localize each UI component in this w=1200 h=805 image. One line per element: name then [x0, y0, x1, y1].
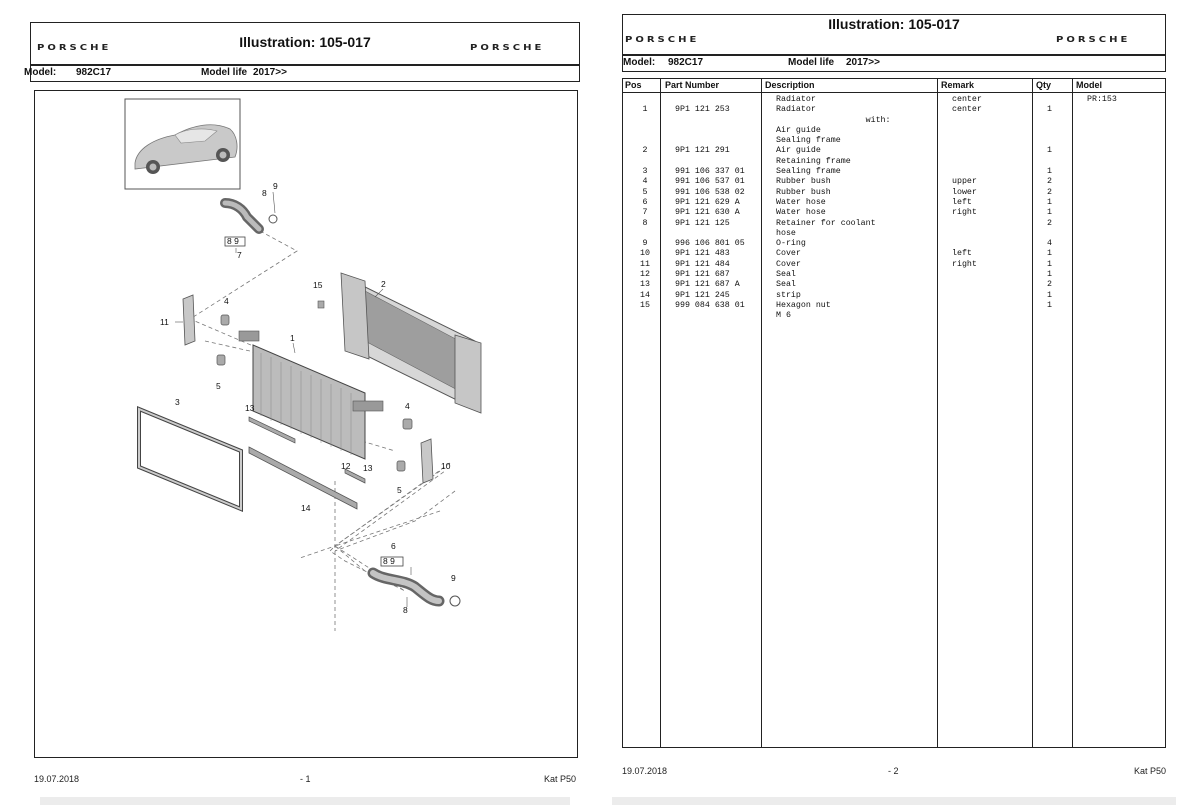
callout-10: 10	[441, 461, 451, 471]
table-body	[623, 95, 1165, 322]
table-row	[623, 146, 1165, 156]
car-thumbnail	[125, 99, 240, 189]
cell-pos: 6	[642, 197, 648, 207]
callout-9b: 9	[451, 573, 456, 583]
table-row	[623, 260, 1165, 270]
footer-date: 19.07.2018	[34, 774, 80, 784]
callout-12: 12	[341, 461, 351, 471]
callout-14: 14	[301, 503, 311, 513]
cell-pos: 5	[642, 187, 648, 197]
cell-description: hose	[776, 228, 796, 238]
callout-7: 7	[237, 250, 242, 260]
table-row	[623, 311, 1165, 321]
illustration-frame	[34, 90, 578, 758]
callout-5b: 5	[397, 485, 402, 495]
parts-list-page	[610, 8, 1178, 798]
callout-8b: 8	[403, 605, 408, 615]
cell-qty: 1	[1047, 249, 1052, 259]
water-hose-left	[373, 573, 460, 606]
callout-box-8-9-b: 8 9	[383, 556, 395, 566]
table-row	[623, 249, 1165, 259]
callout-4b: 4	[405, 401, 410, 411]
model-value: 982C17	[76, 67, 112, 78]
cell-qty: 4	[1047, 239, 1052, 249]
callout-13b: 13	[363, 463, 373, 473]
page-header	[622, 14, 1166, 72]
cell-pos: 15	[640, 300, 650, 310]
table-row	[623, 177, 1165, 187]
model-life-label: Model life	[788, 57, 835, 68]
table-row	[623, 219, 1165, 229]
cell-remark: left	[952, 249, 972, 259]
cell-qty: 1	[1047, 197, 1052, 207]
cell-pos: 9	[642, 239, 648, 249]
callout-6: 6	[391, 541, 396, 551]
cell-part-number: 9P1 121 125	[675, 218, 730, 228]
cell-qty: 1	[1047, 146, 1052, 156]
callout-15: 15	[313, 280, 323, 290]
cell-part-number: 9P1 121 483	[675, 249, 730, 259]
cell-part-number: 996 106 801 05	[675, 239, 745, 249]
cell-description: Radiator	[776, 95, 816, 104]
brand-logo-left: PORSCHE	[625, 35, 700, 44]
footer-catalog: Kat P50	[543, 774, 576, 784]
parts-diagram	[35, 91, 579, 759]
cell-pos: 1	[642, 105, 648, 115]
cell-part-number: 999 084 638 01	[675, 300, 745, 310]
cell-remark: upper	[952, 177, 977, 187]
callout-3: 3	[175, 397, 180, 407]
cell-qty: 1	[1047, 167, 1052, 177]
cell-part-number: 9P1 121 484	[675, 259, 730, 269]
cell-part-number: 991 106 337 01	[675, 167, 745, 177]
callout-1: 1	[290, 333, 295, 343]
col-part-number: Part Number	[665, 80, 720, 90]
cell-description: Air guide	[776, 125, 821, 135]
callout-5: 5	[216, 381, 221, 391]
cell-pos: 3	[642, 167, 648, 177]
footer-page-number: - 1	[300, 774, 311, 784]
water-hose-right	[225, 203, 277, 229]
cell-remark: center	[952, 95, 982, 104]
cell-pos: 12	[640, 270, 650, 280]
callout-11: 11	[160, 317, 169, 327]
cell-remark: right	[952, 208, 977, 218]
cell-part-number: 9P1 121 253	[675, 105, 730, 115]
col-description: Description	[765, 80, 815, 90]
cell-description: M 6	[776, 311, 791, 321]
cell-description: Rubber bush	[776, 187, 831, 197]
table-row	[623, 239, 1165, 249]
footer-page-number: - 2	[888, 766, 899, 776]
cell-pos: 14	[640, 290, 650, 300]
cell-pos: 2	[642, 146, 648, 156]
cell-qty: 1	[1047, 300, 1052, 310]
cover-right	[183, 295, 195, 345]
cell-pos: 11	[640, 259, 650, 269]
cell-description: Seal	[776, 280, 796, 290]
col-qty: Qty	[1036, 80, 1052, 90]
cell-qty: 1	[1047, 208, 1052, 218]
cell-part-number: 9P1 121 245	[675, 290, 730, 300]
table-row	[623, 126, 1165, 136]
col-remark: Remark	[941, 80, 975, 90]
model-label: Model:	[623, 57, 656, 68]
model-label: Model:	[24, 67, 57, 78]
cell-remark: center	[952, 105, 982, 115]
cell-description: Sealing frame	[776, 167, 841, 177]
callout-2: 2	[381, 279, 386, 289]
cell-pos: 4	[642, 177, 648, 187]
page-shadow	[612, 797, 1176, 805]
table-header	[623, 79, 1165, 93]
cell-description: Retaining frame	[776, 156, 851, 166]
cover-left	[421, 439, 433, 483]
model-line	[623, 54, 1165, 71]
table-row	[623, 229, 1165, 239]
table-row	[623, 208, 1165, 218]
cell-qty: 2	[1047, 187, 1052, 197]
illustration-page	[22, 8, 588, 798]
callout-8: 8	[262, 188, 267, 198]
cell-qty: 2	[1047, 218, 1052, 228]
cell-remark: left	[952, 197, 972, 207]
cell-description: Air guide	[776, 146, 821, 156]
cell-model: PR:153	[1087, 95, 1117, 104]
table-row	[623, 280, 1165, 290]
cell-pos: 7	[642, 208, 648, 218]
cell-remark: lower	[952, 187, 977, 197]
parts-table	[622, 78, 1166, 748]
cell-part-number: 9P1 121 630 A	[675, 208, 740, 218]
brand-logo-right: PORSCHE	[1055, 35, 1130, 44]
cell-description: strip	[776, 290, 801, 300]
sealing-frame	[139, 409, 241, 509]
cell-description: Sealing frame	[776, 136, 841, 146]
model-life-label: Model life	[201, 67, 248, 78]
cell-remark: right	[952, 259, 977, 269]
cell-part-number: 991 106 538 02	[675, 187, 745, 197]
page-title: Illustration: 105-017	[239, 34, 371, 50]
cell-pos: 13	[640, 280, 650, 290]
callout-9: 9	[273, 181, 278, 191]
cell-description: Water hose	[776, 208, 826, 218]
model-life-value: 2017>>	[253, 67, 287, 78]
table-row	[623, 301, 1165, 311]
table-row	[623, 116, 1165, 126]
cell-description: Cover	[776, 259, 801, 269]
cell-part-number: 991 106 537 01	[675, 177, 745, 187]
model-value: 982C17	[668, 57, 704, 68]
cell-description: Retainer for coolant	[776, 218, 876, 228]
table-row	[623, 95, 1165, 105]
cell-qty: 2	[1047, 177, 1052, 187]
cell-part-number: 9P1 121 291	[675, 146, 730, 156]
cell-qty: 1	[1047, 105, 1052, 115]
cell-pos: 8	[642, 218, 648, 228]
table-row	[623, 291, 1165, 301]
cell-qty: 1	[1047, 290, 1052, 300]
cell-description: Seal	[776, 270, 796, 280]
table-row	[623, 198, 1165, 208]
page-header	[24, 22, 580, 82]
table-row	[623, 270, 1165, 280]
callout-13: 13	[245, 403, 255, 413]
cell-part-number: 9P1 121 687	[675, 270, 730, 280]
cell-description: Hexagon nut	[776, 300, 831, 310]
cell-description: Rubber bush	[776, 177, 831, 187]
col-pos: Pos	[625, 80, 642, 90]
footer-date: 19.07.2018	[622, 766, 668, 776]
cell-part-number: 9P1 121 629 A	[675, 197, 740, 207]
cell-qty: 1	[1047, 259, 1052, 269]
brand-logo-left: PORSCHE	[37, 43, 112, 52]
cell-description: Radiator	[776, 105, 816, 115]
table-row	[623, 188, 1165, 198]
model-life-value: 2017>>	[846, 57, 880, 68]
table-row	[623, 167, 1165, 177]
table-row	[623, 136, 1165, 146]
cell-pos: 10	[640, 249, 650, 259]
table-row	[623, 157, 1165, 167]
cell-description: Cover	[776, 249, 801, 259]
footer-catalog: Kat P50	[1133, 766, 1166, 776]
cell-description: O-ring	[776, 239, 806, 249]
cell-description: Water hose	[776, 197, 826, 207]
table-row	[623, 105, 1165, 115]
page-title: Illustration: 105-017	[828, 16, 960, 32]
callout-4: 4	[224, 296, 229, 306]
cell-description: with:	[776, 115, 891, 125]
col-model: Model	[1076, 80, 1102, 90]
page-shadow	[40, 797, 570, 805]
brand-logo-right: PORSCHE	[469, 43, 544, 52]
callout-box-8-9: 8 9	[227, 236, 239, 246]
cell-part-number: 9P1 121 687 A	[675, 280, 740, 290]
cell-qty: 2	[1047, 280, 1052, 290]
model-line	[24, 64, 579, 81]
cell-qty: 1	[1047, 270, 1052, 280]
